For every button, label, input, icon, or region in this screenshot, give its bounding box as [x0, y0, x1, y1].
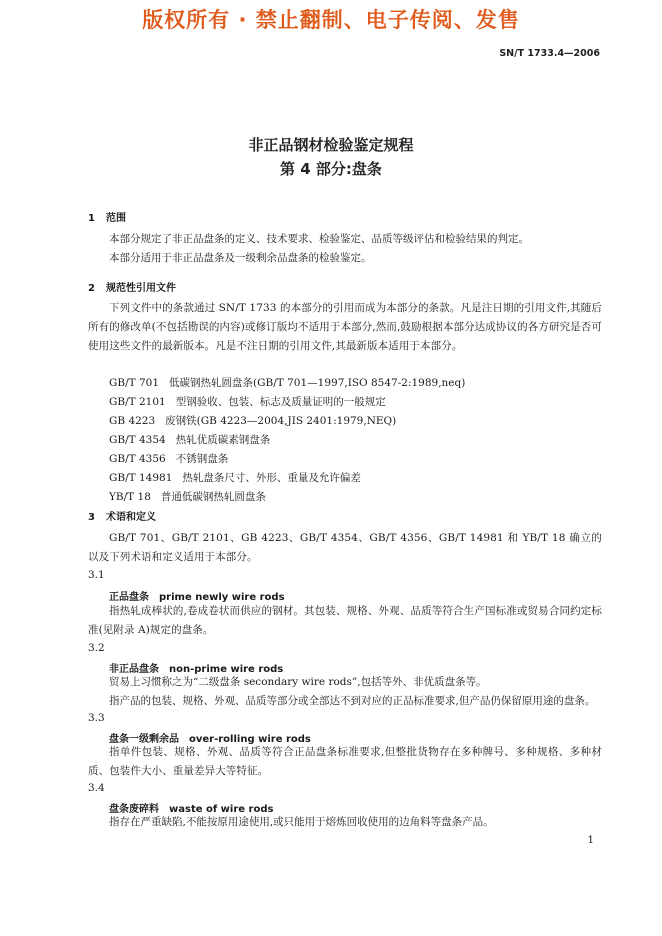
term-chinese: 盘条废碎料 — [109, 804, 159, 815]
scope-paragraph-1: 本部分规定了非正品盘条的定义、技术要求、检验鉴定、品质等级评估和检验结果的判定。 — [109, 233, 529, 245]
reference-code: GB 4223 — [109, 415, 156, 427]
section-heading-terms-definitions — [88, 508, 156, 523]
section-number: 1 — [88, 213, 95, 224]
term-definition: 指单件包装、规格、外观、品质等符合正品盘条标准要求,但整批货物存在多种牌号、多种规格、多种材质、包装件大小、重量差异大等特征。 — [88, 746, 602, 777]
standard-code: SN/T 1733.4—2006 — [499, 48, 600, 59]
term-heading — [109, 588, 285, 603]
scope-paragraph-2: 本部分适用于非正品盘条及一级剩余品盘条的检验鉴定。 — [109, 252, 372, 264]
reference-title: 热轧盘条尺寸、外形、重量及允许偏差 — [182, 472, 361, 484]
term-english: non-prime wire rods — [169, 664, 284, 675]
reference-item — [109, 432, 270, 447]
reference-code: GB/T 2101 — [109, 396, 166, 408]
term-definition: 指热轧成棒状的,卷成卷状而供应的钢材。其包装、规格、外观、品质等符合生产国标准或贸易合同约定标准(见附录 A)规定的盘条。 — [88, 605, 602, 636]
term-chinese: 正品盘条 — [109, 592, 149, 603]
reference-code: GB/T 4356 — [109, 453, 166, 465]
reference-title: 型钢验收、包装、标志及质量证明的一般规定 — [175, 396, 386, 408]
term-english: over-rolling wire rods — [189, 734, 311, 745]
section-title: 范围 — [106, 213, 126, 224]
reference-item — [109, 470, 361, 485]
term-definition: 指存在严重缺陷,不能按原用途使用,或只能用于熔炼回收使用的边角料等盘条产品。 — [109, 816, 494, 828]
section-title: 术语和定义 — [106, 512, 156, 523]
reference-title: 低碳钢热轧圆盘条(GB/T 701—1997,ISO 8547-2:1989,neq) — [169, 377, 466, 389]
clause-number: 3.4 — [88, 782, 105, 794]
term-chinese: 非正品盘条 — [109, 664, 159, 675]
term-definition-line-2: 指产品的包装、规格、外观、品质等部分或全部达不到对应的正品标准要求,但产品仍保留原用途的盘条。 — [109, 695, 596, 707]
reference-code: GB/T 14981 — [109, 472, 173, 484]
reference-code: YB/T 18 — [109, 491, 151, 503]
clause-number: 3.2 — [88, 642, 105, 654]
clause-number: 3.1 — [88, 569, 105, 581]
term-chinese: 盘条一级剩余品 — [109, 734, 179, 745]
references-intro-paragraph: 下列文件中的条款通过 SN/T 1733 的本部分的引用而成为本部分的条款。凡是注日期的引用文件,其随后所有的修改单(不包括勘误的内容)或修订版均不适用于本部分,然而,鼓励根据本部分达成协议的各方研究是否可使用这些文件的最新版本。凡是不注日期的引用文件,其最新版本适用于本部分。 — [88, 302, 602, 352]
section-number: 2 — [88, 283, 95, 294]
term-english: waste of wire rods — [169, 804, 274, 815]
page-number: 1 — [587, 834, 594, 846]
clause-number: 3.3 — [88, 712, 105, 724]
reference-item — [109, 451, 228, 466]
reference-title: 废钢铁(GB 4223—2004,JIS 2401:1979,NEQ) — [165, 415, 397, 427]
section-title: 规范性引用文件 — [106, 283, 176, 294]
reference-item — [109, 375, 465, 390]
reference-code: GB/T 4354 — [109, 434, 166, 446]
section-heading-scope — [88, 209, 126, 224]
reference-item — [109, 394, 386, 409]
reference-title: 普通低碳钢热轧圆盘条 — [160, 491, 266, 503]
term-definition-line-1: 贸易上习惯称之为“二级盘条 secondary wire rods”,包括等外、非优质盘条等。 — [109, 676, 487, 688]
terms-intro-paragraph: GB/T 701、GB/T 2101、GB 4223、GB/T 4354、GB/T 4356、GB/T 14981 和 YB/T 18 确立的以及下列术语和定义适用于本部分。 — [88, 532, 602, 563]
term-english: prime newly wire rods — [159, 592, 285, 603]
section-number: 3 — [88, 512, 95, 523]
reference-item — [109, 413, 396, 428]
reference-title: 热轧优质碳素钢盘条 — [175, 434, 271, 446]
document-title: 非正品钢材检验鉴定规程 — [248, 136, 414, 154]
document-subtitle: 第 4 部分:盘条 — [280, 160, 382, 178]
section-heading-normative-references — [88, 279, 176, 294]
reference-item — [109, 489, 266, 504]
reference-title: 不锈钢盘条 — [175, 453, 229, 465]
reference-code: GB/T 701 — [109, 377, 160, 389]
copyright-watermark: 版权所有 · 禁止翻制、电子传阅、发售 — [142, 8, 520, 32]
